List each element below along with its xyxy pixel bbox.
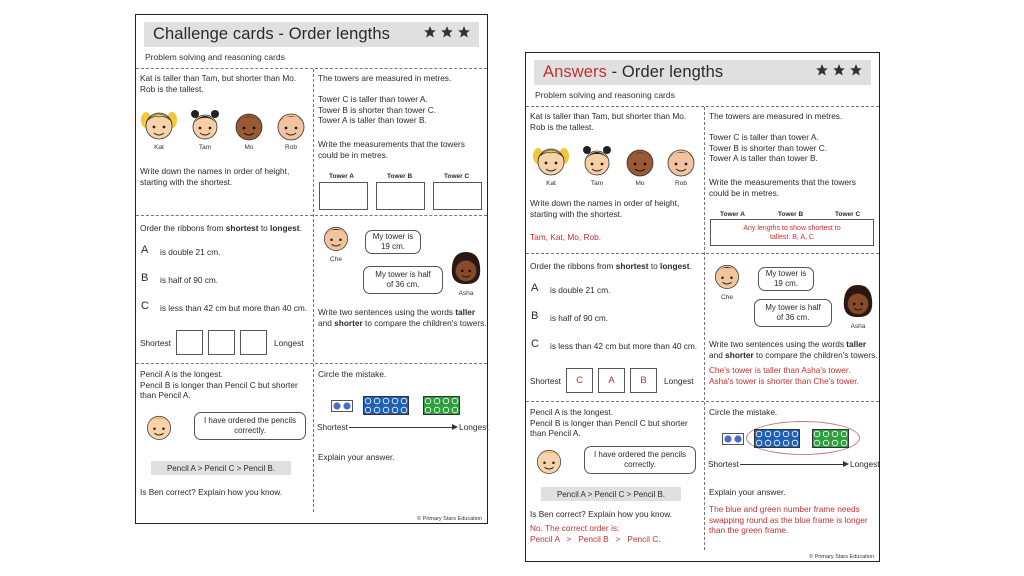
tower-answer-box: Any lengths to show shortest to tallest: B, A, C — [710, 219, 874, 246]
kat-face-icon — [532, 144, 570, 180]
challenge-sheet — [135, 14, 488, 524]
che-name: Che — [330, 256, 342, 263]
name-label: Rob — [675, 180, 687, 187]
star-icon — [423, 25, 437, 39]
q2-instruction: Write the measurements that the towers could be in metres. — [318, 139, 465, 160]
q1-text: Kat is taller than Tam, but shorter than Mo. Rob is the tallest. — [530, 111, 687, 132]
name-label: Kat — [154, 144, 164, 151]
ribbon-answer-2: A — [598, 368, 625, 393]
asha-speech-bubble: My tower is half of 36 cm. — [363, 266, 443, 294]
tam-face-icon — [578, 144, 616, 180]
card-pencils — [526, 403, 703, 551]
tower-b-header: Tower B — [778, 211, 804, 218]
q6-explain: Explain your answer. — [709, 487, 786, 497]
page-title: Answers - Order lengths — [543, 63, 724, 81]
ribbon-a-letter: A — [531, 282, 539, 294]
star-icon — [457, 25, 471, 39]
star-icon — [849, 63, 863, 77]
answers-sheet — [525, 52, 880, 562]
small-number-frame — [331, 400, 353, 412]
name-label: Rob — [285, 144, 297, 151]
q5-answer: No. The correct order is: Pencil A > Pencil B > Pencil C. — [530, 523, 661, 544]
asha-name: Asha — [458, 290, 474, 297]
q4-instruction: Write two sentences using the words taller and shorter to compare the children's towers. — [709, 339, 878, 360]
shortest-label: Shortest — [530, 376, 561, 386]
footer-credit: © Primary Stars Education — [417, 516, 482, 522]
q2-statements: Tower C is taller than tower A. Tower B is shorter than tower C. Tower A is taller than tower B. — [709, 132, 828, 163]
ribbon-c-letter: C — [141, 300, 149, 312]
pencil-order: Pencil A > Pencil C > Pencil B. — [541, 487, 681, 501]
che-name: Che — [721, 294, 733, 301]
blue-number-frame — [754, 429, 800, 448]
q6-text: Circle the mistake. — [709, 407, 778, 417]
longest-label: Longest — [459, 422, 489, 432]
small-number-frame — [722, 433, 744, 445]
ribbon-c-text: is less than 42 cm but more than 40 cm. — [550, 341, 698, 351]
name-label: Mo — [635, 180, 645, 187]
card-compare-towers — [315, 217, 489, 363]
tower-b-header: Tower B — [387, 173, 413, 180]
subtitle: Problem solving and reasoning cards — [145, 52, 285, 62]
card-number-frames — [315, 365, 489, 513]
ribbon-c-text: is less than 42 cm but more than 40 cm. — [160, 303, 308, 313]
longest-label: Longest — [850, 459, 880, 469]
name-label: Mo — [244, 144, 254, 151]
card-grid — [136, 68, 487, 512]
difficulty-stars — [815, 63, 863, 77]
shortest-label: Shortest — [140, 338, 171, 348]
name-label: Tam — [590, 180, 604, 187]
che-speech-bubble: My tower is 19 cm. — [758, 267, 814, 291]
card-towers — [315, 69, 489, 215]
card-towers — [706, 107, 881, 253]
kat-face-icon — [140, 108, 178, 144]
ben-speech-bubble: I have ordered the pencils correctly. — [584, 446, 696, 474]
q5-question: Is Ben correct? Explain how you know. — [140, 487, 283, 497]
card-heights — [526, 107, 703, 253]
ribbon-answer-1[interactable] — [176, 330, 203, 355]
ribbon-answer-3[interactable] — [240, 330, 267, 355]
ribbon-a-letter: A — [141, 244, 149, 256]
rob-face-icon — [272, 108, 310, 144]
ribbon-b-text: is half of 90 cm. — [550, 313, 609, 323]
card-pencils — [136, 365, 312, 513]
q2-statements: Tower C is taller than tower A. Tower B is shorter than tower C. Tower A is taller than tower B. — [318, 94, 437, 125]
asha-face-icon — [840, 282, 876, 322]
star-icon — [815, 63, 829, 77]
che-speech-bubble: My tower is 19 cm. — [365, 230, 421, 254]
footer-credit: © Primary Stars Education — [809, 554, 874, 560]
che-face-icon — [710, 259, 744, 293]
tower-c-header: Tower C — [835, 211, 861, 218]
star-icon — [440, 25, 454, 39]
q1-instruction: Write down the names in order of height, starting with the shortest. — [140, 166, 290, 187]
tower-c-input[interactable] — [433, 182, 482, 210]
name-label: Kat — [546, 180, 556, 187]
ribbon-b-letter: B — [531, 310, 539, 322]
shortest-label: Shortest — [708, 459, 739, 469]
green-number-frame — [812, 429, 849, 448]
q2-text: The towers are measured in metres. — [318, 73, 452, 83]
tower-a-input[interactable] — [319, 182, 368, 210]
asha-face-icon — [448, 249, 484, 289]
ribbon-b-letter: B — [141, 272, 149, 284]
ribbon-answer-1: C — [566, 368, 593, 393]
ribbon-c-letter: C — [531, 338, 539, 350]
q1-text: Kat is taller than Tam, but shorter than Mo. Rob is the tallest. — [140, 73, 297, 94]
card-ribbons — [136, 217, 312, 363]
subtitle: Problem solving and reasoning cards — [535, 90, 675, 100]
tam-face-icon — [186, 108, 224, 144]
tower-a-header: Tower A — [720, 211, 745, 218]
q4-instruction: Write two sentences using the words taller and shorter to compare the children's towers. — [318, 307, 487, 328]
q6-text: Circle the mistake. — [318, 369, 387, 379]
q3-intro: Order the ribbons from shortest to longest. — [530, 261, 692, 271]
arrow-right-icon — [452, 424, 458, 430]
che-face-icon — [319, 221, 353, 255]
ben-speech-bubble: I have ordered the pencils correctly. — [194, 412, 306, 440]
q6-answer: The blue and green number frame needs swapping round as the blue frame is longer than the green frame. — [709, 504, 868, 535]
longest-label: Longest — [274, 338, 304, 348]
tower-b-input[interactable] — [376, 182, 425, 210]
difficulty-stars — [423, 25, 471, 39]
q1-answer: Tam, Kat, Mo, Rob. — [530, 232, 602, 242]
rob-face-icon — [662, 144, 700, 180]
card-number-frames — [706, 403, 881, 551]
title-bar — [144, 22, 479, 47]
tower-a-header: Tower A — [329, 173, 354, 180]
asha-name: Asha — [850, 323, 866, 330]
blue-number-frame — [363, 396, 409, 415]
ribbon-b-text: is half of 90 cm. — [160, 275, 219, 285]
arrow-right-icon — [843, 461, 849, 467]
q2-instruction: Write the measurements that the towers could be in metres. — [709, 177, 856, 198]
ribbon-answer-3: B — [630, 368, 657, 393]
mo-face-icon — [230, 108, 268, 144]
ribbon-a-text: is double 21 cm. — [550, 285, 611, 295]
ribbon-a-text: is double 21 cm. — [160, 247, 221, 257]
q5-question: Is Ben correct? Explain how you know. — [530, 509, 673, 519]
card-grid — [526, 106, 879, 550]
ben-face-icon — [532, 443, 566, 479]
q6-explain: Explain your answer. — [318, 452, 395, 462]
pencil-order: Pencil A > Pencil C > Pencil B. — [151, 461, 291, 475]
card-heights — [136, 69, 312, 215]
ribbon-answer-2[interactable] — [208, 330, 235, 355]
asha-speech-bubble: My tower is half of 36 cm. — [754, 299, 832, 327]
page-title: Challenge cards - Order lengths — [153, 25, 390, 43]
title-bar — [534, 60, 871, 85]
q4-answer: Che's tower is taller than Asha's tower. Asha's tower is shorter than Che's tower. — [709, 365, 859, 386]
q1-instruction: Write down the names in order of height, starting with the shortest. — [530, 198, 680, 219]
star-icon — [832, 63, 846, 77]
q2-text: The towers are measured in metres. — [709, 111, 843, 121]
q5-text: Pencil A is the longest. Pencil B is longer than Pencil C but shorter than Pencil A. — [530, 407, 688, 438]
longest-label: Longest — [664, 376, 694, 386]
shortest-label: Shortest — [317, 422, 348, 432]
ben-face-icon — [142, 409, 176, 445]
q5-text: Pencil A is the longest. Pencil B is longer than Pencil C but shorter than Pencil A. — [140, 369, 298, 400]
mo-face-icon — [621, 144, 659, 180]
card-ribbons — [526, 255, 703, 401]
card-compare-towers — [706, 255, 881, 401]
q3-intro: Order the ribbons from shortest to longest. — [140, 223, 302, 233]
tower-c-header: Tower C — [444, 173, 470, 180]
green-number-frame — [423, 396, 460, 415]
name-label: Tam — [198, 144, 212, 151]
